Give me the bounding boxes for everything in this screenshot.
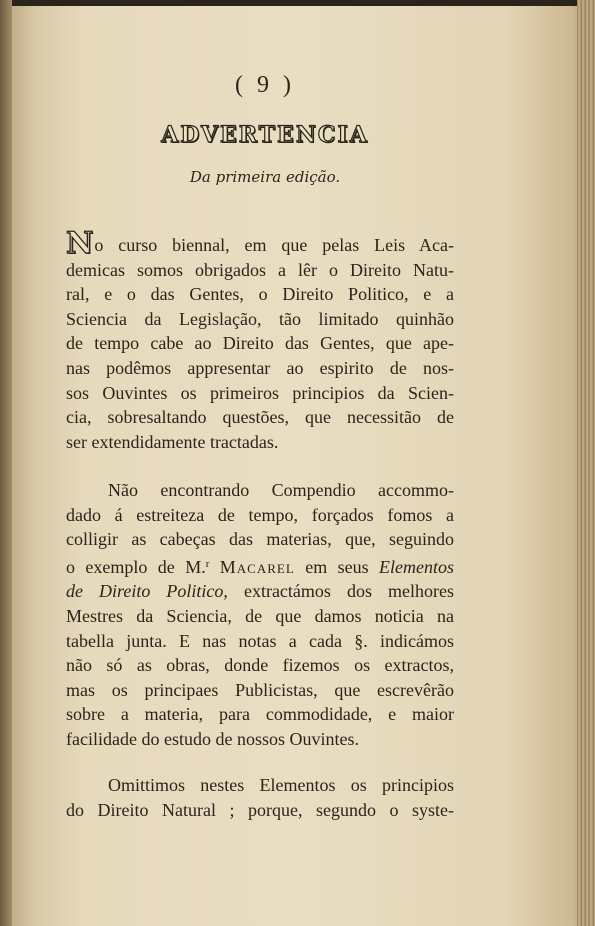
text-line: ser extendidamente tractadas. (66, 431, 279, 452)
text-line: de Direito Politico, extractámos dos melhores (66, 581, 454, 602)
text-line: Não encontrando Compendio accommo- (108, 480, 454, 500)
text-line: facilidade do estudo de nossos Ouvintes. (66, 728, 359, 749)
text-line: cia, sobresaltando questões, que necessitão de (66, 407, 454, 428)
text-line: de tempo cabe ao Direito das Gentes, que ape- (66, 333, 454, 354)
text-line: demicas somos obrigados a lêr o Direito Natu- (66, 259, 454, 280)
book-title: Elementos (379, 556, 454, 577)
text-line: não só as obras, donde fizemos os extractos, (66, 655, 454, 676)
paragraph-2 (66, 478, 454, 752)
text-line: Omittimos nestes Elementos os principios (108, 775, 454, 795)
text-line: nas podêmos appresentar ao espirito de nos- (66, 357, 454, 378)
text-line: sos Ouvintes os primeiros principios da Scien- (66, 382, 454, 403)
text-line: o exemplo de M.$^r$ Macarel em seus Elementos (66, 556, 454, 577)
page-heading: ADVERTENCIA (161, 122, 369, 148)
text-line: Sciencia da Legislação, tão limitado quinhão (66, 308, 454, 329)
text-line: tabella junta. E nas notas a cada §. indicámos (66, 630, 454, 651)
text-line: Mestres da Sciencia, de que damos noticia na (66, 605, 454, 626)
author-name: Macarel (219, 556, 295, 577)
page-number: ( 9 ) (235, 72, 295, 98)
text-line: ral, e o das Gentes, o Direito Politico, e a (66, 284, 454, 305)
paragraph-1 (66, 226, 454, 454)
book-title: de Direito Politico (66, 581, 224, 602)
text-line: No curso biennal, em que pelas Leis Aca- (66, 226, 454, 261)
text-line: do Direito Natural ; porque, segundo o syste- (66, 799, 454, 820)
drop-cap: N (66, 226, 94, 261)
text-line: colligir as cabeças das materias, que, seguindo (66, 529, 454, 550)
paragraph-3 (66, 773, 454, 822)
text-line: dado á estreiteza de tempo, forçados fomos a (66, 504, 454, 525)
top-shadow (0, 0, 595, 6)
text-line: mas os principaes Publicistas, que escrevêrão (66, 679, 454, 700)
text-line: sobre a materia, para commodidade, e maior (66, 704, 454, 725)
page-subheading: Da primeira edição. (189, 168, 341, 186)
page-edges (577, 0, 595, 926)
